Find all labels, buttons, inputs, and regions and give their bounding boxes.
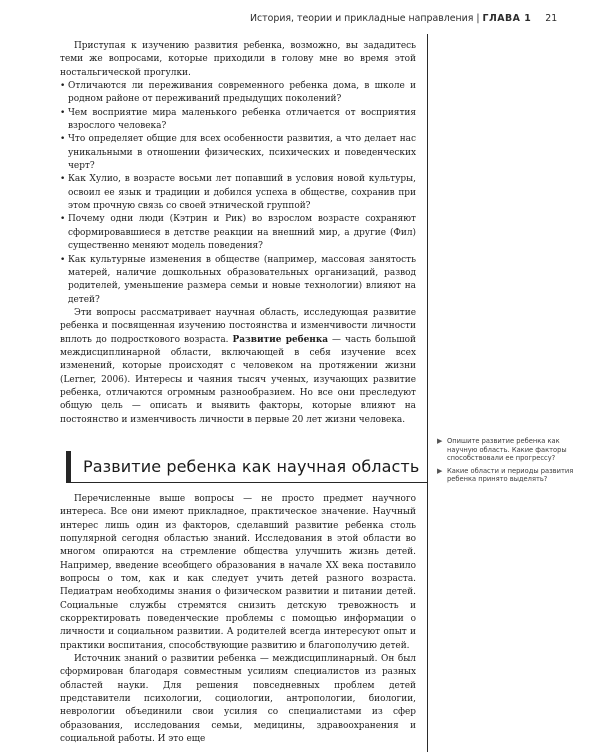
margin-question-text: Опишите развитие ребенка как научную область. Какие факторы способствовали ее прогрессу? [447, 437, 567, 463]
margin-questions [437, 437, 589, 488]
intro-paragraph: Приступая к изучению развития ребенка, возможно, вы зададитесь теми же вопросами, которые приходили в голову мне во время этой ностальгической прогулки. [60, 41, 416, 78]
margin-divider-line [427, 34, 428, 752]
question-list [60, 80, 416, 307]
summary-paragraph [60, 307, 416, 427]
body-paragraph: Перечисленные выше вопросы — не просто предмет научного интереса. Все они имеют прикладное, практическое значение. Научный интерес лишь один из факторов, сделавший развитие ребенка столь популярной сегодня областью знаний. Исследования в этой области во многом опираются на стремление общества улучшить жизнь детей. Например, введение всеобщего образования в начале XX века поставило вопросы о том, как и как следует учить детей разного возраста. Педиатрам необходимы знания о физическом развитии и питании детей. Социальные службы стремятся снизить детскую тревожность и скорректировать поведенческие проблемы с помощью информации о личности и социальном развитии. А родителей всегда интересуют опыт и практики воспитания, способствующие развитию и благополучию детей. [60, 493, 416, 651]
summary-text-1: Эти вопросы рассматривает научная область, исследующая развитие ребенка и посвященная изучению постоянства и изменчивости личности вплоть до подросткового возраста. [60, 307, 416, 345]
chapter-title: История, теории и прикладные направления [250, 13, 474, 24]
body-paragraph: Источник знаний о развитии ребенка — междисциплинарный. Он был сформирован благодаря совместным усилиям специалистов из разных областей науки. Для решения повседневных проблем детей представители психологии, социологии, антропологии, биологии, неврологии объединили свои усилия со специалистами из сфер образования, исследования семьи, медицины, здравоохранения и социальной работы. И это еще [60, 654, 416, 745]
question-item: • Как Хулио, в возрасте восьми лет попавший в условия новой культуры, освоил ее язык и традиции и добился успеха в обществе, сохранив при этом прочную связь со своей этнической группой? [60, 173, 416, 213]
margin-question [437, 467, 589, 484]
summary-text-2: — часть большой междисциплинарной области, включающей в себя изучение всех изменений, которые происходят с человеком на протяжении жизни (Lerner, 2006). Интересы и чаяния тысяч ученых, изучающих развитие ребенка, отличаются огромным разнообразием. Но все они преследуют общую цель — описать и выявить факторы, которые влияют на постоянство и изменчивость личности в первые 20 лет жизни человека. [60, 334, 416, 425]
margin-question-text: Какие области и периоды развития ребенка принято выделять? [447, 466, 574, 484]
main-text-column [60, 40, 420, 747]
margin-question [437, 437, 589, 463]
question-item: • Чем восприятие мира маленького ребенка отличается от восприятия взрослого человека? [60, 107, 416, 134]
triangle-bullet-icon: ▶ [437, 437, 443, 445]
question-item: • Как культурные изменения в обществе (например, массовая занятость матерей, наличие дошкольных образовательных организаций, развод родителей, уменьшение размера семьи и новые технологии) влияют на детей? [60, 254, 416, 307]
running-header [250, 13, 558, 33]
chapter-label: ГЛАВА 1 [482, 13, 532, 24]
question-item: • Отличаются ли переживания современного ребенка дома, в школе и родном районе от переживаний предыдущих поколений? [60, 80, 416, 107]
section-heading: Развитие ребенка как научная область [66, 451, 428, 483]
page-number: 21 [545, 13, 558, 24]
question-item: • Почему одни люди (Кэтрин и Рик) во взрослом возрасте сохраняют сформировавшиеся в детстве реакции на внешний мир, а другие (Фил) существенно меняют модель поведения? [60, 213, 416, 253]
question-item: • Что определяет общие для всех особенности развития, а что делает нас уникальными в отношении физических, психических и поведенческих черт? [60, 133, 416, 173]
key-term: Развитие ребенка [232, 334, 329, 345]
header-separator: | [476, 13, 480, 24]
triangle-bullet-icon: ▶ [437, 466, 443, 475]
